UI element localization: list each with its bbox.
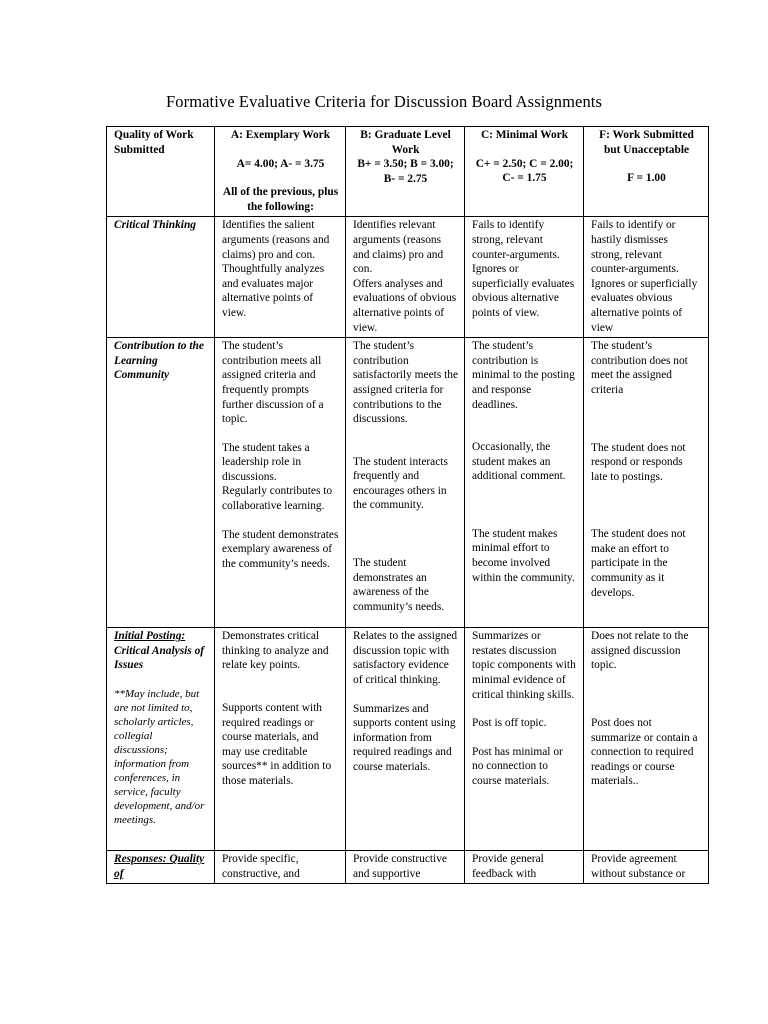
responses-f-cell: Provide agreement without substance or — [584, 851, 709, 884]
grade-a-values: A= 4.00; A- = 3.75 — [236, 157, 325, 170]
grade-c-header — [465, 127, 584, 217]
contribution-f-cell — [584, 338, 709, 628]
initial-b-cell — [346, 628, 465, 851]
grade-a-header — [215, 127, 346, 217]
contribution-b-cell — [346, 338, 465, 628]
cell-text: Identifies relevant arguments (reasons and claims) pro and con. — [353, 219, 444, 276]
responses-a-cell: Provide specific, constructive, and — [215, 851, 346, 884]
grade-c-title: C: Minimal Work — [480, 129, 569, 141]
cell-text: The student demonstrates exemplary awareness of the community’s needs. — [222, 528, 339, 570]
grade-a-title: A: Exemplary Work — [230, 129, 331, 141]
cell-text: The student takes a leadership role in discussions. — [222, 441, 310, 483]
table-row — [107, 628, 709, 851]
critical-a-cell — [215, 217, 346, 338]
grade-b-values: B+ = 3.50; B = 3.00; B- = 2.75 — [357, 158, 454, 185]
row-label-initial-posting — [107, 628, 215, 851]
cell-text: The student interacts frequently and encourages others in the community. — [353, 455, 448, 512]
cell-text: The student’s contribution meets all assigned criteria and frequently prompts further discussion of a topic. — [222, 340, 324, 426]
row-label-contribution: Contribution to the Learning Community — [107, 338, 215, 628]
grade-c-values: C+ = 2.50; C = 2.00; C- = 1.75 — [475, 157, 574, 185]
cell-text: Post has minimal or no connection to course materials. — [472, 745, 563, 787]
table-row — [107, 338, 709, 628]
cell-text: Supports content with required readings or course materials, and may use creditable sources** in addition to those materials. — [222, 701, 332, 787]
grade-b-title: B: Graduate Level Work — [360, 129, 451, 156]
cell-text: Post is off topic. — [472, 717, 547, 730]
row-label-critical-thinking: Critical Thinking — [107, 217, 215, 338]
cell-text: Regularly contributes to collaborative learning. — [222, 485, 333, 513]
cell-text: Offers analyses and evaluations of obvious alternative points of view. — [353, 277, 457, 334]
grade-f-header — [584, 127, 709, 217]
cell-text: The student does not make an effort to participate in the community as it develops. — [591, 528, 686, 599]
initial-a-cell — [215, 628, 346, 851]
cell-text: Occasionally, the student makes an additional comment. — [472, 441, 566, 483]
critical-b-cell — [346, 217, 465, 338]
cell-text: Summarizes or restates discussion topic components with minimal evidence of critical thinking skills. — [472, 630, 576, 701]
cell-text: Fails to identify or hastily dismisses strong, relevant counter-arguments. Ignores or superficially evaluates obvious alternative points of view — [591, 219, 698, 334]
row-label-line: Responses: Quality of — [114, 853, 205, 880]
cell-text: Does not relate to the assigned discussion topic. — [591, 630, 689, 672]
initial-c-cell — [465, 628, 584, 851]
cell-text: The student demonstrates an awareness of the community’s needs. — [353, 557, 445, 613]
grade-b-header — [346, 127, 465, 217]
cell-text: The student’s contribution does not meet the assigned criteria — [591, 340, 688, 396]
critical-c-cell — [465, 217, 584, 338]
row-label-line: Initial Posting: — [114, 630, 186, 643]
contribution-c-cell — [465, 338, 584, 628]
document-title: Formative Evaluative Criteria for Discussion Board Assignments — [165, 92, 603, 111]
initial-f-cell — [584, 628, 709, 851]
table-header-row — [107, 127, 709, 217]
cell-text: Fails to identify strong, relevant counter-arguments. Ignores or superficially evaluates obvious alternative points of view. — [472, 219, 575, 319]
table-row — [107, 851, 709, 884]
cell-text: The student does not respond or responds late to postings. — [591, 441, 686, 483]
row-label-note: **May include, but are not limited to, scholarly articles, collegial discussions; information from conferences, in service, faculty development, and/or meetings. — [114, 687, 205, 826]
cell-text: Relates to the assigned discussion topic with satisfactory evidence of critical thinking. — [353, 630, 458, 686]
row-label-responses — [107, 851, 215, 884]
grade-f-values: F = 1.00 — [627, 172, 666, 185]
grade-f-title: F: Work Submitted but Unacceptable — [599, 129, 694, 156]
table-row — [107, 217, 709, 338]
responses-c-cell: Provide general feedback with — [465, 851, 584, 884]
cell-text: The student’s contribution satisfactorily meets the assigned criteria for contributions to the discussions. — [353, 340, 459, 426]
cell-text: Summarizes and supports content using information from required readings and course materials. — [353, 702, 456, 773]
grade-a-note: All of the previous, plus the following: — [222, 186, 339, 213]
cell-text: Demonstrates critical thinking to analyze and relate key points. — [222, 630, 329, 672]
rubric-table — [106, 126, 709, 884]
cell-text: The student makes minimal effort to become involved within the community. — [472, 527, 575, 584]
cell-text: Post does not summarize or contain a connection to required readings or course materials.. — [591, 716, 698, 788]
contribution-a-cell — [215, 338, 346, 628]
cell-text: Thoughtfully analyzes and evaluates major alternative points of view. — [222, 263, 325, 319]
quality-header: Quality of Work Submitted — [107, 127, 215, 217]
responses-b-cell: Provide constructive and supportive — [346, 851, 465, 884]
cell-text: The student’s contribution is minimal to the posting and response deadlines. — [472, 340, 575, 411]
critical-f-cell — [584, 217, 709, 338]
row-label-line: Critical Analysis of Issues — [114, 644, 205, 672]
cell-text: Identifies the salient arguments (reasons and claims) pro and con. — [222, 219, 330, 261]
